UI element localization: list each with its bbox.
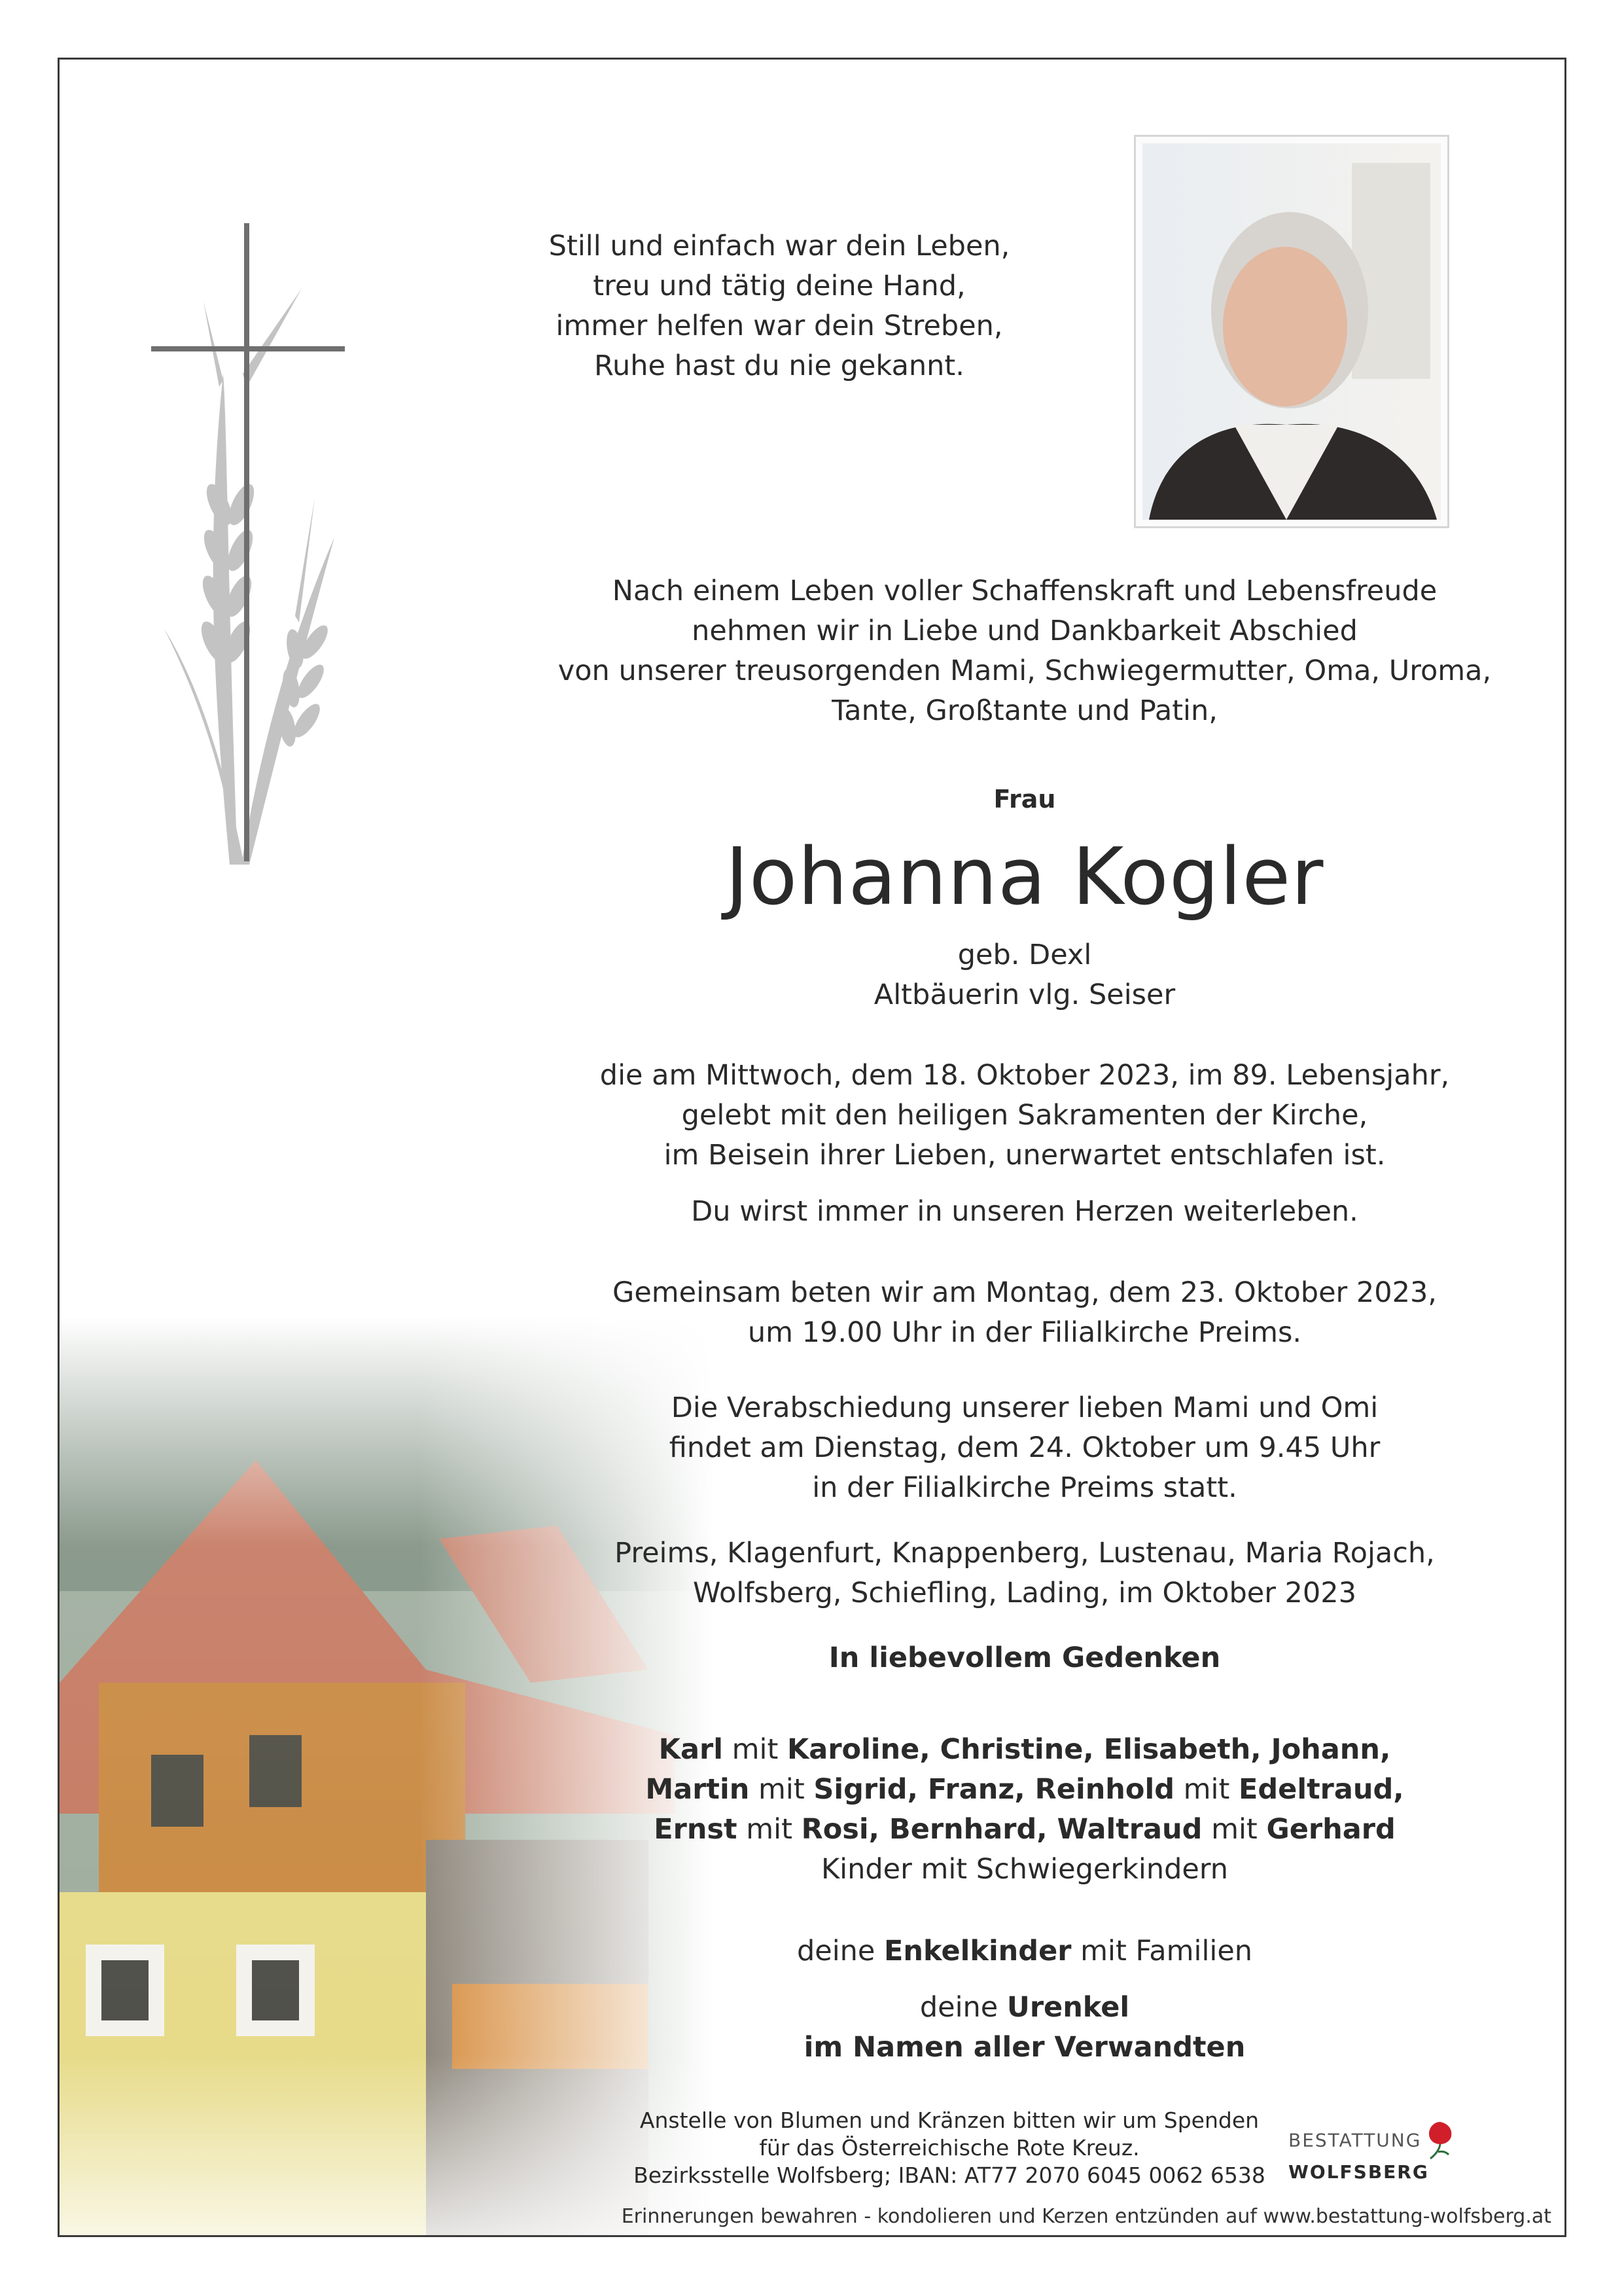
intro xyxy=(459,571,1566,731)
family-list xyxy=(459,1730,1566,1890)
rose-icon xyxy=(1425,2119,1455,2161)
poem-line: treu und tätig deine Hand, xyxy=(593,270,966,302)
portrait-image xyxy=(1136,137,1447,526)
farewell xyxy=(459,1388,1566,1508)
in-memory-heading: In liebevollem Gedenken xyxy=(828,1641,1221,1674)
poem-line: Ruhe hast du nie gekannt. xyxy=(594,350,964,382)
portrait-photo xyxy=(1134,135,1449,528)
deceased-name: Johanna Kogler xyxy=(725,832,1324,923)
death-notice-line: gelebt mit den heiligen Sakramenten der Kirche, xyxy=(681,1099,1368,1132)
intro-line: von unserer treusorgenden Mami, Schwiegermutter, Oma, Uroma, xyxy=(557,655,1492,687)
farewell-line: in der Filialkirche Preims statt. xyxy=(812,1471,1237,1504)
farewell-line: Die Verabschiedung unserer lieben Mami und Omi xyxy=(671,1391,1379,1424)
family-line: Karl mit Karoline, Christine, Elisabeth, Johann, xyxy=(658,1733,1391,1766)
logo-right-text: WOLFSBERG xyxy=(1288,2161,1429,2183)
grandchildren-line: deine Enkelkinder mit Familien xyxy=(796,1935,1253,1967)
family-line: Martin mit Sigrid, Franz, Reinhold mit Edeltraud, xyxy=(645,1773,1404,1806)
poem-line: Still und einfach war dein Leben, xyxy=(548,230,1010,262)
footer-text: Erinnerungen bewahren - kondolieren und Kerzen entzünden auf www.bestattung-wolfsberg.at xyxy=(621,2205,1551,2228)
logo-left-text: BESTATTUNG xyxy=(1288,2129,1422,2151)
places-line: Preims, Klagenfurt, Knappenberg, Lustenau, Maria Rojach, xyxy=(614,1537,1435,1570)
funeral-home-logo xyxy=(1288,2119,1564,2183)
death-notice-line: die am Mittwoch, dem 18. Oktober 2023, im 89. Lebensjahr, xyxy=(599,1059,1450,1092)
death-notice xyxy=(459,1056,1566,1175)
places xyxy=(459,1534,1566,1613)
donation-line: Bezirksstelle Wolfsberg; IBAN: AT77 2070 6045 0062 6538 xyxy=(633,2162,1265,2188)
donation-note xyxy=(622,2107,1277,2189)
prayer-line: um 19.00 Uhr in der Filialkirche Preims. xyxy=(747,1316,1302,1349)
donation-line: für das Österreichische Rote Kreuz. xyxy=(759,2135,1140,2161)
maiden-name: geb. Dexl xyxy=(957,939,1092,971)
prayer xyxy=(459,1273,1566,1353)
poem xyxy=(452,226,1106,386)
cross-with-wheat-icon xyxy=(151,223,347,878)
intro-line: Tante, Großtante und Patin, xyxy=(832,694,1218,727)
donation-line: Anstelle von Blumen und Kränzen bitten wir um Spenden xyxy=(639,2108,1260,2133)
salutation: Frau xyxy=(993,785,1056,814)
family-line: Ernst mit Rosi, Bernhard, Waltraud mit Gerhard xyxy=(654,1813,1396,1846)
places-line: Wolfsberg, Schiefling, Lading, im Oktober 2023 xyxy=(693,1577,1356,1609)
title: Altbäuerin vlg. Seiser xyxy=(874,978,1176,1011)
relatives-line: im Namen aller Verwandten xyxy=(803,2031,1246,2064)
death-notice-line: im Beisein ihrer Lieben, unerwartet entschlafen ist. xyxy=(663,1139,1386,1172)
intro-line: nehmen wir in Liebe und Dankbarkeit Abschied xyxy=(692,615,1358,647)
remembrance: Du wirst immer in unseren Herzen weiterleben. xyxy=(691,1195,1358,1228)
farewell-line: findet am Dienstag, dem 24. Oktober um 9.45 Uhr xyxy=(669,1431,1381,1464)
intro-line: Nach einem Leben voller Schaffenskraft und Lebensfreude xyxy=(612,575,1438,607)
family-line: Kinder mit Schwiegerkindern xyxy=(821,1853,1229,1886)
notice-frame xyxy=(58,58,1566,2237)
prayer-line: Gemeinsam beten wir am Montag, dem 23. Oktober 2023, xyxy=(612,1276,1437,1309)
great-grandchildren-line: deine Urenkel xyxy=(919,1991,1130,2024)
poem-line: immer helfen war dein Streben, xyxy=(556,310,1003,342)
